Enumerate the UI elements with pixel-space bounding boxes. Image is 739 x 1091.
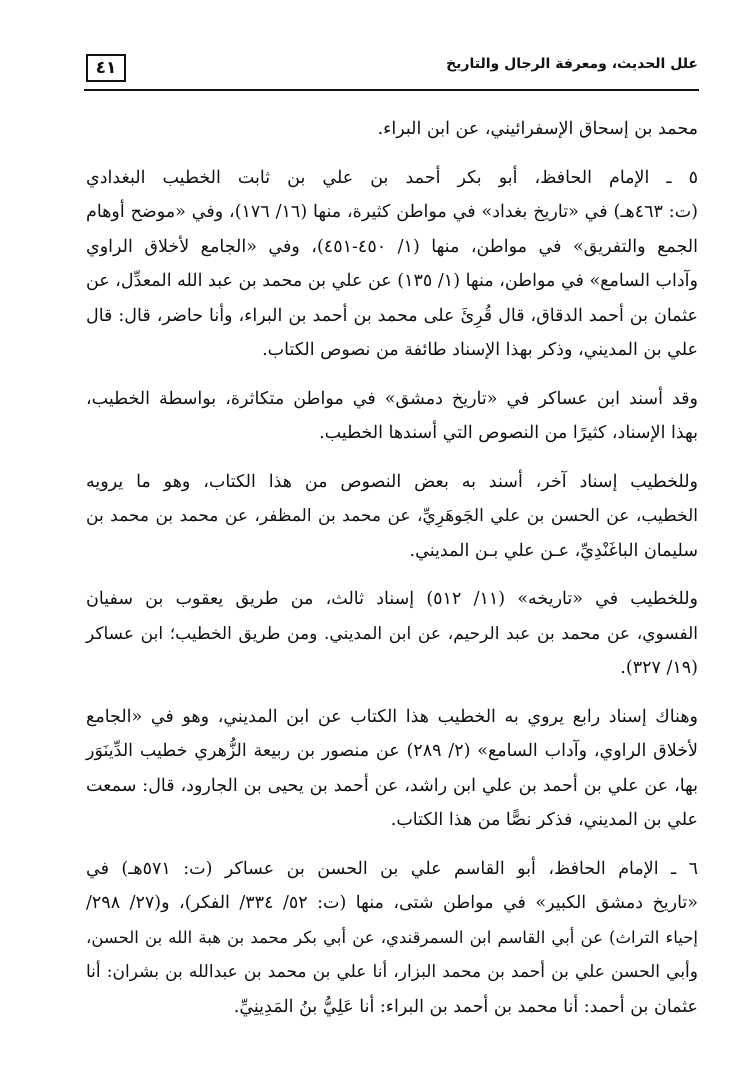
text-line: ٥ ـ الإمام الحافظ، أبو بكر أحمد بن علي بن ثابت الخطيب البغدادي: [86, 167, 698, 188]
text-line: علي بن المديني، وذكر بهذا الإسناد طائفة من نصوص الكتاب.: [262, 340, 698, 360]
text-line: وقد أسند ابن عساكر في «تاريخ دمشق» في مواطن متكاثرة، بواسطة الخطيب،: [86, 388, 698, 409]
text-line: وآداب السامع» في مواطن، منها (١/ ١٣٥) عن علي بن محمد بن عبد الله المعدِّل، عن: [85, 271, 698, 291]
text-line: (١٩/ ٣٢٧).: [620, 658, 698, 678]
page-header: [86, 50, 698, 88]
paragraph: [86, 582, 698, 686]
text-line: علي بن المديني، فذكر نصًّا من هذا الكتاب.: [390, 810, 698, 830]
text-line: عثمان بن أحمد الدقاق، قال قُرِئَ على محمد بن أحمد بن البراء، وأنا حاضر، قال: قال: [86, 305, 698, 326]
paragraph: [86, 700, 698, 838]
text-line: وأبي الحسن علي بن أحمد بن محمد البزار، أنا علي بن محمد بن عبدالله بن بشران: أنا: [86, 962, 698, 982]
text-line: عثمان بن أحمد: أنا محمد بن أحمد بن البراء: أنا عَلِيُّ بنُ المَدِينِيِّ.: [233, 996, 698, 1017]
text-line: وهناك إسناد رابع يروي به الخطيب هذا الكتاب عن ابن المديني، وهو في «الجامع: [86, 706, 698, 727]
text-line: لأخلاق الراوي، وآداب السامع» (٢/ ٢٨٩) عن منصور بن ربيعة الزُّهري خطيب الدِّينَوَر: [86, 741, 698, 761]
text-line: سليمان الباغَنْدِيِّ، عـن علي بـن المديني.: [409, 540, 698, 561]
text-line: «تاريخ دمشق الكبير» في مواطن شتى، منها (ت: ٥٢/ ٣٣٤/ الفكر)، و(٢٧/ ٢٩٨/: [86, 893, 698, 913]
text-line: الجمع والتفريق» في مواطن، منها (١/ ٤٥٠-٤٥١)، وفي «الجامع لأخلاق الراوي: [86, 236, 698, 257]
text-line: بها، عن علي بن أحمد بن علي ابن راشد، عن أحمد بن يحيى بن الجارود، قال: سمعت: [86, 775, 698, 796]
running-title: علل الحديث، ومعرفة الرجال والتاريخ: [446, 56, 698, 72]
text-line: (ت: ٤٦٣هـ) في «تاريخ بغداد» في مواطن كثيرة، منها (١٦/ ١٧٦)، وفي «موضح أوهام: [86, 202, 698, 222]
page-number: ٤١: [95, 58, 117, 78]
text-line: الخطيب، عن الحسن بن علي الجَوهَرِيِّ، عن محمد بن المظفر، عن محمد بن محمد بن: [86, 506, 698, 526]
paragraph: [86, 112, 698, 147]
body-text: [86, 112, 698, 1038]
text-line: الفسوي، عن محمد بن عبد الرحيم، عن ابن المديني. ومن طريق الخطيب؛ ابن عساكر: [86, 623, 698, 644]
paragraph: [86, 852, 698, 1025]
paragraph: [86, 161, 698, 368]
paragraph: [86, 465, 698, 569]
text-line: بهذا الإسناد، كثيرًا من النصوص التي أسندها الخطيب.: [319, 423, 698, 443]
text-line: ٦ ـ الإمام الحافظ، أبو القاسم علي بن الحسن بن عساكر (ت: ٥٧١هـ) في: [86, 858, 699, 879]
text-line: وللخطيب إسناد آخر، أسند به بعض النصوص من هذا الكتاب، وهو ما يرويه: [86, 471, 698, 492]
header-rule: [84, 89, 699, 91]
text-line: إحياء التراث) عن أبي القاسم ابن السمرقندي، عن أبي بكر محمد بن هبة الله بن الحسن،: [86, 927, 698, 947]
page-number-box: [86, 54, 126, 82]
paragraph: [86, 382, 698, 451]
text-line: وللخطيب في «تاريخه» (١١/ ٥١٢) إسناد ثالث، من طريق يعقوب بن سفيان: [86, 589, 698, 609]
text-line: محمد بن إسحاق الإسفرائيني، عن ابن البراء.: [377, 119, 698, 139]
